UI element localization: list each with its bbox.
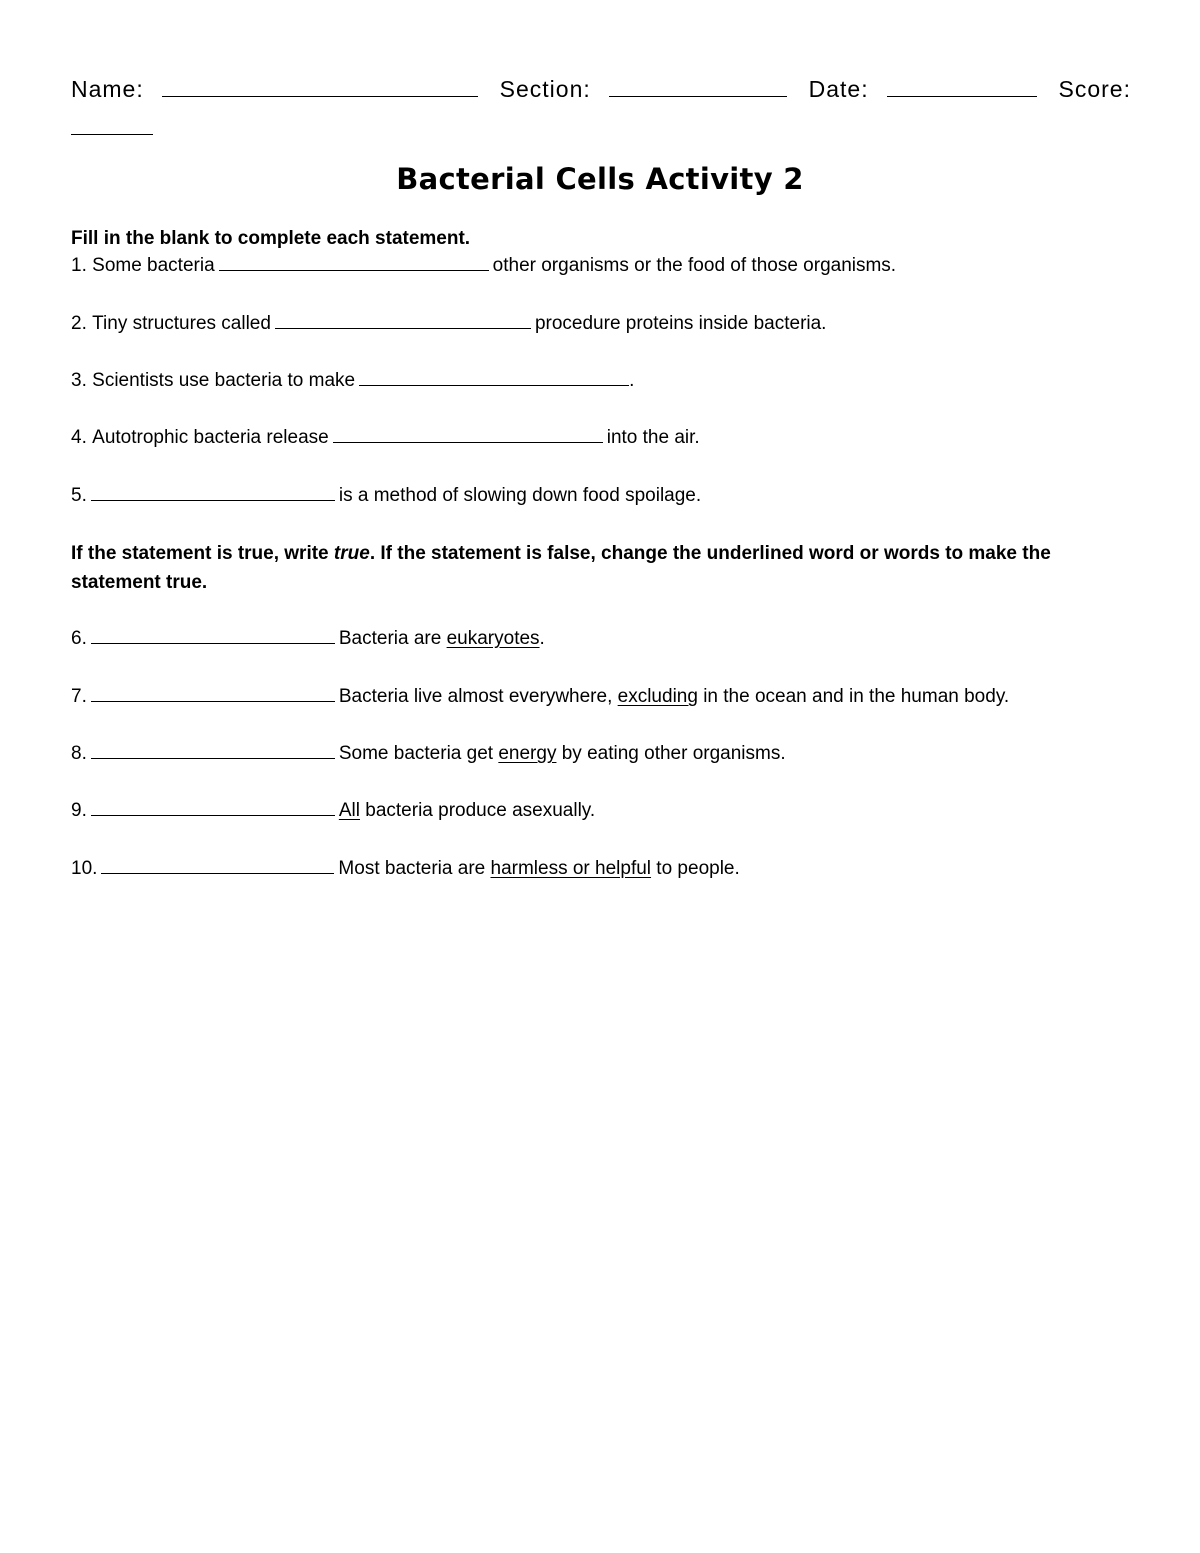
question-text-after: into the air.: [606, 427, 700, 448]
name-label: Name:: [71, 76, 144, 102]
question-number: 1.: [71, 255, 87, 276]
statement-text: bacteria produce asexually.: [359, 800, 596, 821]
question-2: [71, 312, 826, 335]
statement-text: Most bacteria are: [338, 858, 491, 879]
question-9: [71, 799, 595, 822]
score-label: Score:: [1058, 76, 1131, 102]
score-field: [1059, 76, 1131, 103]
section-field: [500, 74, 787, 103]
section-label: Section:: [499, 76, 591, 102]
question-number: 2.: [71, 313, 87, 334]
question-number: 3.: [71, 370, 87, 391]
true-false-instruction: [71, 539, 1131, 597]
answer-blank[interactable]: [219, 254, 489, 271]
question-7: [71, 685, 1009, 708]
page-title: Bacterial Cells Activity 2: [396, 162, 804, 196]
score-blank[interactable]: [71, 116, 153, 135]
question-number: 9.: [71, 800, 87, 821]
statement-text: in the ocean and in the human body.: [697, 686, 1010, 707]
statement: [339, 686, 1009, 708]
answer-blank[interactable]: [91, 484, 335, 501]
statement-text: by eating other organisms.: [556, 743, 786, 764]
statement-text: to people.: [651, 858, 740, 879]
question-text-before: Some bacteria: [92, 255, 215, 276]
statement-text: Bacteria are: [338, 628, 447, 649]
instruction-italic-word: true: [333, 543, 370, 564]
question-text-after: .: [629, 370, 635, 391]
answer-blank[interactable]: [91, 742, 335, 759]
date-blank[interactable]: [887, 74, 1037, 97]
underlined-term: eukaryotes: [446, 628, 540, 649]
question-10: [71, 857, 740, 880]
question-number: 5.: [71, 485, 87, 506]
name-blank[interactable]: [162, 74, 478, 97]
question-text-before: Tiny structures called: [92, 313, 271, 334]
answer-blank[interactable]: [359, 369, 629, 386]
answer-blank[interactable]: [275, 312, 531, 329]
fill-in-instruction: Fill in the blank to complete each statement.: [71, 228, 471, 249]
question-5: [71, 484, 701, 507]
question-8: [71, 742, 786, 765]
instruction-text-a: If the statement is true, write: [71, 543, 334, 564]
question-text-after: procedure proteins inside bacteria.: [534, 313, 827, 334]
question-3: [71, 369, 634, 392]
answer-blank[interactable]: [91, 627, 335, 644]
statement-text: Bacteria live almost everywhere,: [338, 686, 618, 707]
statement-text: Some bacteria get: [338, 743, 499, 764]
underlined-term: harmless or helpful: [490, 858, 652, 879]
question-text-after: is a method of slowing down food spoilage.: [338, 485, 702, 506]
question-number: 4.: [71, 427, 87, 448]
question-text-after: other organisms or the food of those organisms.: [492, 255, 897, 276]
answer-blank[interactable]: [101, 857, 334, 874]
statement-text: .: [539, 628, 545, 649]
date-label: Date:: [808, 76, 869, 102]
question-number: 7.: [71, 686, 87, 707]
statement: [339, 628, 545, 650]
question-number: 10.: [71, 858, 98, 879]
answer-blank[interactable]: [91, 799, 335, 816]
underlined-term: excluding: [617, 686, 698, 707]
statement: [339, 743, 786, 765]
statement: [339, 800, 595, 822]
answer-blank[interactable]: [333, 426, 603, 443]
question-text-before: Scientists use bacteria to make: [92, 370, 356, 391]
header-fields: [71, 74, 1131, 103]
question-1: [71, 254, 896, 277]
question-number: 8.: [71, 743, 87, 764]
name-field: [71, 74, 478, 103]
question-number: 6.: [71, 628, 87, 649]
date-field: [809, 74, 1037, 103]
section-blank[interactable]: [609, 74, 787, 97]
question-4: [71, 426, 700, 449]
answer-blank[interactable]: [91, 685, 335, 702]
instruction-text-b: . If the statement is false, change the underlined word or words to make the statement true.: [71, 543, 1051, 593]
question-text-before: Autotrophic bacteria release: [92, 427, 329, 448]
underlined-term: All: [338, 800, 360, 821]
question-6: [71, 627, 545, 650]
statement: [338, 858, 739, 880]
underlined-term: energy: [498, 743, 557, 764]
